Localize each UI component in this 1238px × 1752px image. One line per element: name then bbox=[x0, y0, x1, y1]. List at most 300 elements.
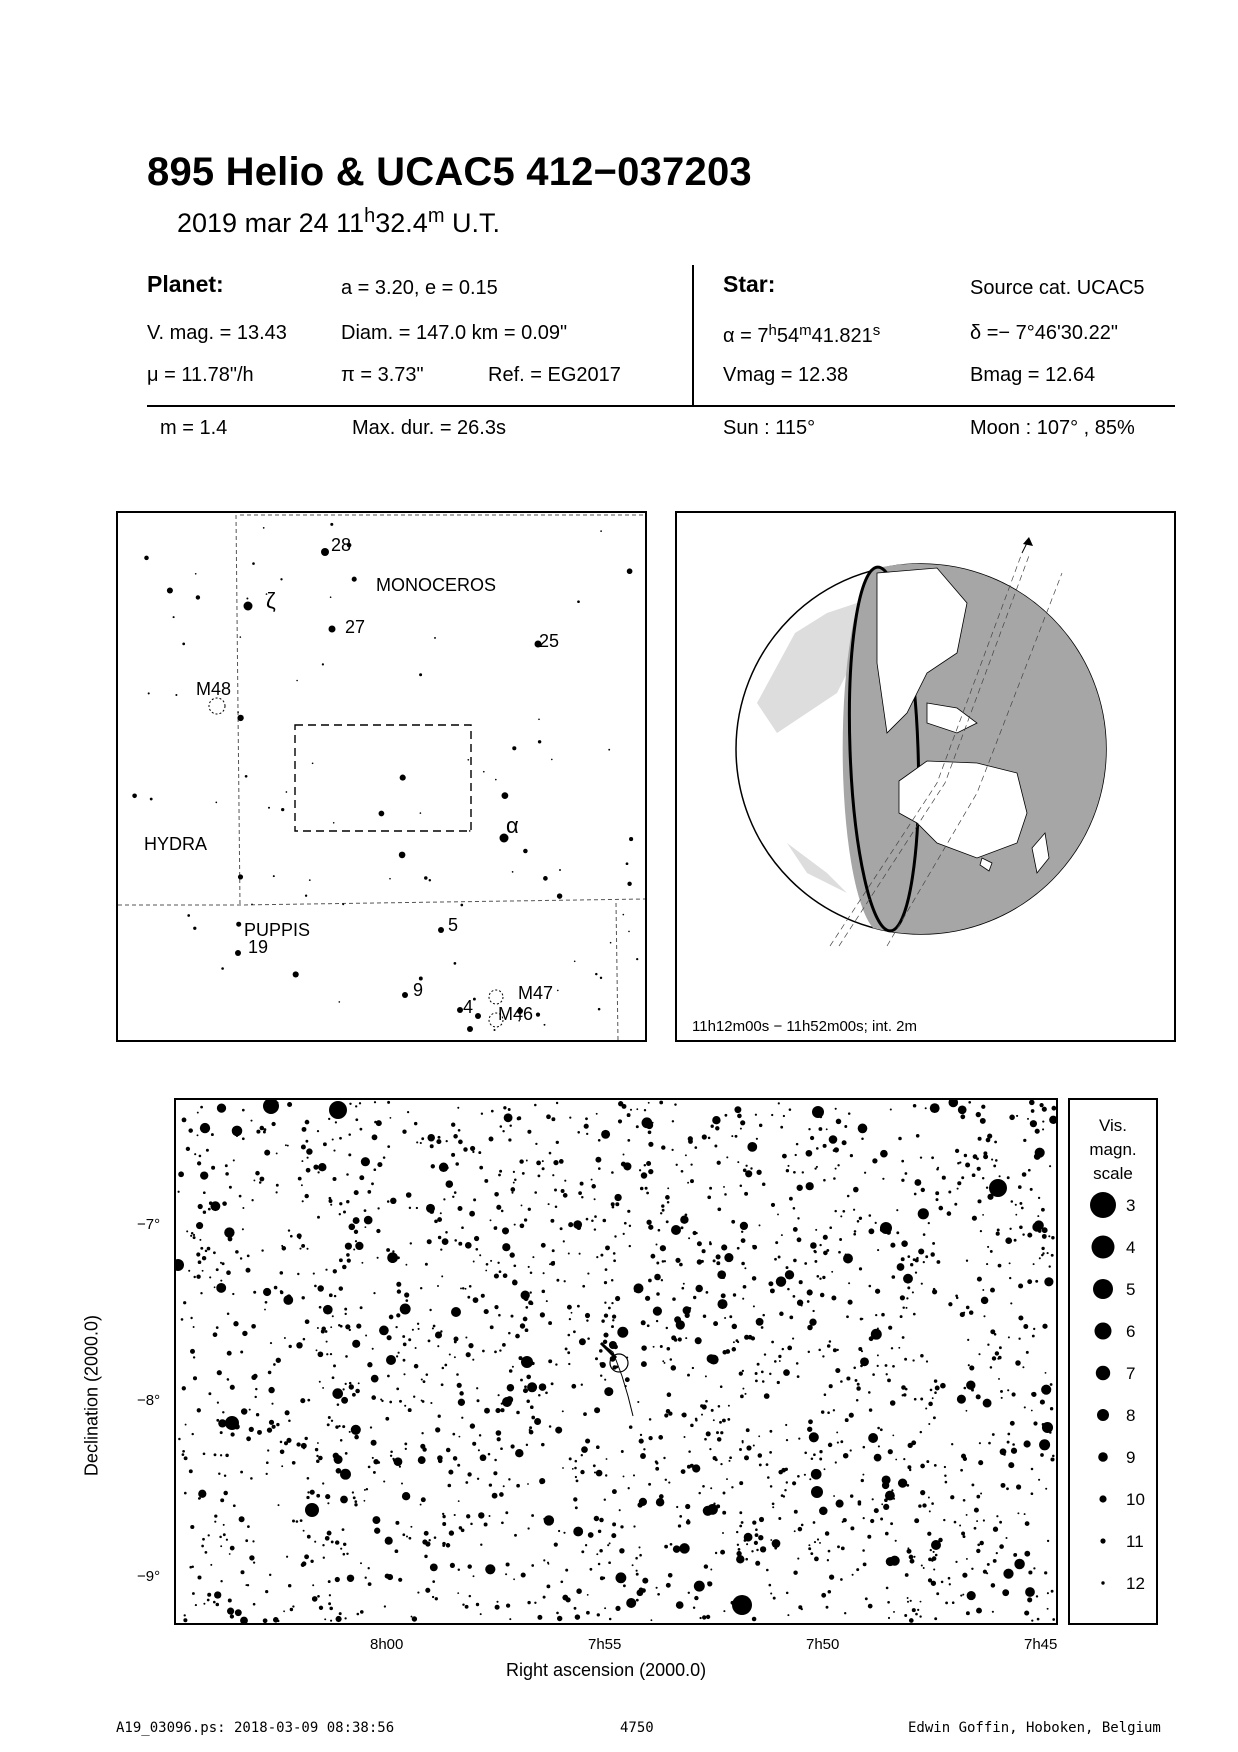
scale-dot-mag-12 bbox=[1101, 1581, 1104, 1584]
detail-star bbox=[707, 1581, 712, 1586]
detail-star bbox=[715, 1126, 719, 1130]
planet-vmag: V. mag. = 13.43 bbox=[147, 322, 287, 344]
detail-star bbox=[499, 1492, 504, 1497]
detail-star bbox=[224, 1227, 234, 1237]
detail-star bbox=[469, 1285, 472, 1288]
detail-star bbox=[992, 1356, 996, 1360]
detail-star bbox=[1005, 1237, 1012, 1244]
detail-star bbox=[668, 1482, 670, 1484]
detail-star bbox=[907, 1547, 909, 1549]
detail-star bbox=[543, 1596, 546, 1599]
finder-star bbox=[144, 556, 149, 561]
detail-star bbox=[744, 1192, 748, 1196]
detail-star bbox=[494, 1192, 499, 1197]
detail-star bbox=[213, 1601, 216, 1604]
detail-star bbox=[828, 1550, 831, 1553]
detail-star bbox=[993, 1527, 998, 1532]
scale-label-mag-3: 3 bbox=[1126, 1196, 1136, 1215]
detail-star bbox=[717, 1437, 722, 1442]
detail-star bbox=[880, 1428, 883, 1431]
detail-star bbox=[341, 1397, 348, 1404]
detail-star bbox=[183, 1619, 185, 1621]
detail-star bbox=[613, 1252, 616, 1255]
detail-star bbox=[824, 1468, 826, 1470]
detail-star bbox=[604, 1302, 606, 1304]
detail-star bbox=[708, 1137, 711, 1140]
detail-star bbox=[770, 1288, 775, 1293]
detail-star bbox=[178, 1438, 181, 1441]
detail-star bbox=[240, 1471, 243, 1474]
detail-star bbox=[335, 1425, 338, 1428]
detail-star bbox=[880, 1518, 883, 1521]
detail-star bbox=[747, 1600, 749, 1602]
detail-star bbox=[322, 1482, 324, 1484]
detail-star bbox=[875, 1222, 877, 1224]
detail-star bbox=[322, 1387, 324, 1389]
detail-star bbox=[671, 1225, 681, 1235]
detail-star bbox=[912, 1608, 916, 1612]
detail-star bbox=[793, 1295, 796, 1298]
detail-star bbox=[829, 1574, 834, 1579]
detail-star bbox=[479, 1166, 483, 1170]
detail-star bbox=[752, 1520, 756, 1524]
detail-star bbox=[263, 1100, 279, 1114]
detail-star bbox=[724, 1253, 733, 1262]
detail-star bbox=[489, 1483, 492, 1486]
detail-star bbox=[478, 1449, 480, 1451]
detail-star bbox=[546, 1114, 551, 1119]
detail-star bbox=[1019, 1202, 1022, 1205]
detail-star bbox=[716, 1261, 720, 1265]
detail-star bbox=[639, 1554, 642, 1557]
detail-star bbox=[340, 1439, 343, 1442]
detail-star bbox=[744, 1335, 749, 1340]
detail-star bbox=[885, 1364, 888, 1367]
detail-star bbox=[850, 1449, 852, 1451]
detail-star bbox=[313, 1164, 318, 1169]
detail-star bbox=[228, 1599, 232, 1603]
detail-star bbox=[980, 1493, 982, 1495]
detail-star bbox=[462, 1603, 464, 1605]
detail-star bbox=[834, 1210, 836, 1212]
detail-star bbox=[527, 1601, 530, 1604]
detail-star bbox=[353, 1496, 356, 1499]
footer-file: A19_03096.ps: 2018-03-09 08:38:56 bbox=[116, 1720, 395, 1736]
detail-star bbox=[386, 1248, 390, 1252]
detail-star bbox=[787, 1614, 789, 1616]
detail-star bbox=[307, 1157, 309, 1159]
detail-star bbox=[452, 1433, 455, 1436]
detail-star bbox=[958, 1105, 967, 1114]
detail-star bbox=[276, 1152, 278, 1154]
finder-star bbox=[475, 1013, 481, 1019]
detail-star bbox=[612, 1522, 616, 1526]
detail-star bbox=[210, 1201, 220, 1211]
detail-star bbox=[797, 1237, 802, 1242]
detail-star bbox=[872, 1158, 877, 1163]
detail-star bbox=[457, 1592, 459, 1594]
detail-star bbox=[374, 1121, 377, 1124]
detail-star bbox=[184, 1614, 186, 1616]
detail-star bbox=[611, 1325, 614, 1328]
detail-star bbox=[928, 1497, 930, 1499]
detail-star bbox=[701, 1414, 703, 1416]
detail-star bbox=[450, 1563, 455, 1568]
detail-star bbox=[253, 1603, 256, 1606]
detail-star bbox=[474, 1236, 479, 1241]
detail-star bbox=[251, 1324, 256, 1329]
detail-star bbox=[720, 1431, 723, 1434]
detail-star bbox=[596, 1445, 600, 1449]
detail-star bbox=[608, 1561, 611, 1564]
detail-star bbox=[816, 1275, 819, 1278]
detail-star bbox=[961, 1532, 965, 1536]
detail-star bbox=[685, 1337, 687, 1339]
detail-star bbox=[1036, 1595, 1038, 1597]
detail-star bbox=[597, 1613, 600, 1616]
detail-star bbox=[440, 1212, 442, 1214]
detail-star bbox=[426, 1373, 429, 1376]
detail-star bbox=[581, 1196, 583, 1198]
detail-star bbox=[609, 1542, 611, 1544]
detail-star bbox=[859, 1217, 862, 1220]
detail-star bbox=[512, 1280, 517, 1285]
detail-star bbox=[636, 1108, 638, 1110]
y-axis-label: Declination (2000.0) bbox=[81, 1314, 102, 1477]
detail-star bbox=[598, 1530, 601, 1533]
detail-star bbox=[954, 1521, 957, 1524]
detail-star bbox=[672, 1297, 676, 1301]
detail-star bbox=[856, 1568, 859, 1571]
detail-star bbox=[222, 1411, 224, 1413]
detail-star bbox=[815, 1110, 818, 1113]
detail-star bbox=[1037, 1618, 1040, 1621]
detail-star bbox=[843, 1453, 849, 1459]
detail-star bbox=[717, 1161, 721, 1165]
detail-star bbox=[622, 1104, 627, 1109]
detail-star bbox=[808, 1547, 811, 1550]
detail-star bbox=[761, 1371, 764, 1374]
detail-star bbox=[1016, 1484, 1021, 1489]
detail-star bbox=[546, 1300, 548, 1302]
detail-star bbox=[594, 1407, 600, 1413]
detail-star bbox=[526, 1375, 531, 1380]
detail-star bbox=[1011, 1448, 1017, 1454]
detail-star bbox=[641, 1588, 646, 1593]
detail-star bbox=[636, 1573, 639, 1576]
detail-star bbox=[235, 1609, 242, 1616]
detail-star bbox=[633, 1474, 635, 1476]
detail-star bbox=[329, 1101, 347, 1119]
detail-star bbox=[914, 1398, 917, 1401]
detail-star bbox=[1042, 1107, 1047, 1112]
detail-star bbox=[694, 1581, 705, 1592]
finder-star bbox=[543, 876, 548, 881]
detail-star bbox=[605, 1245, 610, 1250]
detail-star bbox=[241, 1408, 248, 1415]
detail-star bbox=[585, 1313, 590, 1318]
detail-star bbox=[715, 1552, 717, 1554]
finder-star bbox=[235, 950, 241, 956]
finder-star bbox=[627, 882, 631, 886]
detail-star bbox=[976, 1520, 978, 1522]
detail-star bbox=[322, 1544, 324, 1546]
detail-star bbox=[538, 1175, 541, 1178]
detail-star bbox=[792, 1338, 794, 1340]
detail-star bbox=[302, 1444, 305, 1447]
detail-star bbox=[943, 1519, 945, 1521]
detail-star bbox=[349, 1382, 352, 1385]
detail-star bbox=[376, 1229, 380, 1233]
detail-star bbox=[875, 1289, 880, 1294]
detail-star bbox=[793, 1570, 797, 1574]
detail-star bbox=[781, 1494, 784, 1497]
detail-star bbox=[695, 1337, 702, 1344]
detail-star bbox=[372, 1134, 378, 1140]
detail-star bbox=[542, 1167, 545, 1170]
detail-star bbox=[739, 1371, 743, 1375]
detail-star bbox=[329, 1594, 331, 1596]
finder-star bbox=[600, 977, 602, 979]
detail-star bbox=[343, 1543, 346, 1546]
detail-star bbox=[819, 1116, 822, 1119]
detail-star bbox=[854, 1230, 857, 1233]
star-label-4: 4 bbox=[463, 997, 474, 1017]
detail-star bbox=[444, 1364, 447, 1367]
detail-star bbox=[996, 1232, 1000, 1236]
finder-star bbox=[595, 973, 597, 975]
detail-star bbox=[1032, 1393, 1034, 1395]
detail-star bbox=[442, 1238, 449, 1245]
detail-star bbox=[718, 1405, 721, 1408]
detail-star bbox=[461, 1417, 463, 1419]
detail-star bbox=[223, 1524, 225, 1526]
detail-star bbox=[438, 1236, 441, 1239]
detail-star bbox=[386, 1355, 396, 1365]
detail-star bbox=[387, 1574, 393, 1580]
detail-star bbox=[361, 1157, 370, 1166]
detail-star bbox=[383, 1156, 386, 1159]
detail-star bbox=[466, 1352, 471, 1357]
detail-star bbox=[1014, 1559, 1025, 1570]
detail-star bbox=[591, 1179, 593, 1181]
detail-star bbox=[501, 1402, 503, 1404]
detail-star bbox=[560, 1227, 563, 1230]
scale-svg bbox=[1070, 1190, 1156, 1610]
detail-star bbox=[725, 1114, 728, 1117]
detail-star bbox=[667, 1187, 669, 1189]
detail-star bbox=[721, 1244, 727, 1250]
detail-star bbox=[192, 1433, 194, 1435]
detail-star bbox=[687, 1182, 689, 1184]
detail-star bbox=[467, 1296, 470, 1299]
detail-star bbox=[793, 1171, 796, 1174]
detail-star bbox=[986, 1263, 988, 1265]
detail-star bbox=[614, 1235, 616, 1237]
detail-star bbox=[582, 1285, 585, 1288]
detail-star bbox=[704, 1564, 708, 1568]
detail-star bbox=[463, 1147, 467, 1151]
detail-star bbox=[359, 1175, 364, 1180]
finder-star bbox=[429, 879, 431, 881]
detail-star bbox=[537, 1615, 542, 1620]
detail-star bbox=[829, 1226, 832, 1229]
detail-star bbox=[482, 1350, 485, 1353]
detail-star bbox=[218, 1472, 220, 1474]
detail-star bbox=[429, 1539, 431, 1541]
detail-star bbox=[354, 1435, 359, 1440]
detail-star bbox=[421, 1432, 423, 1434]
detail-star bbox=[687, 1374, 690, 1377]
detail-star bbox=[782, 1154, 787, 1159]
detail-star bbox=[267, 1427, 272, 1432]
detail-star bbox=[601, 1319, 604, 1322]
detail-star bbox=[815, 1229, 817, 1231]
detail-star bbox=[827, 1411, 830, 1414]
detail-star bbox=[814, 1541, 816, 1543]
detail-star bbox=[702, 1615, 706, 1619]
scale-title: magn. bbox=[1089, 1140, 1137, 1159]
detail-star bbox=[733, 1341, 735, 1343]
detail-star bbox=[528, 1266, 530, 1268]
detail-star bbox=[476, 1387, 478, 1389]
detail-star bbox=[372, 1457, 374, 1459]
detail-star bbox=[891, 1347, 893, 1349]
detail-star bbox=[1024, 1513, 1026, 1515]
detail-star bbox=[901, 1385, 906, 1390]
detail-star bbox=[344, 1617, 346, 1619]
y-tick-label: −8° bbox=[137, 1392, 161, 1409]
detail-star bbox=[527, 1483, 529, 1485]
detail-star bbox=[349, 1103, 351, 1105]
detail-star bbox=[502, 1130, 504, 1132]
detail-star bbox=[712, 1116, 720, 1124]
detail-star bbox=[711, 1125, 714, 1128]
detail-star bbox=[490, 1219, 492, 1221]
finder-star bbox=[221, 967, 224, 970]
detail-star bbox=[299, 1248, 301, 1250]
detail-star bbox=[707, 1195, 711, 1199]
planet-reference: Ref. = EG2017 bbox=[488, 364, 621, 386]
detail-star bbox=[239, 1195, 242, 1198]
detail-star bbox=[915, 1272, 917, 1274]
detail-star bbox=[1027, 1597, 1032, 1602]
detail-star bbox=[354, 1500, 357, 1503]
detail-star bbox=[1007, 1176, 1010, 1179]
detail-star bbox=[863, 1517, 865, 1519]
detail-star bbox=[629, 1245, 631, 1247]
detail-star bbox=[598, 1139, 601, 1142]
detail-star bbox=[612, 1489, 617, 1494]
detail-star bbox=[301, 1296, 304, 1299]
detail-star bbox=[467, 1564, 471, 1568]
detail-star bbox=[240, 1351, 243, 1354]
detail-star bbox=[470, 1146, 475, 1151]
detail-star bbox=[218, 1419, 226, 1427]
detail-star bbox=[190, 1317, 192, 1319]
detail-star bbox=[1048, 1235, 1050, 1237]
detail-star bbox=[798, 1438, 800, 1440]
detail-star bbox=[230, 1614, 234, 1618]
detail-star bbox=[595, 1357, 598, 1360]
detail-star bbox=[624, 1222, 627, 1225]
detail-star bbox=[901, 1257, 905, 1261]
detail-star bbox=[520, 1323, 525, 1328]
detail-star bbox=[323, 1557, 325, 1559]
detail-star bbox=[991, 1583, 996, 1588]
detail-star bbox=[829, 1384, 833, 1388]
detail-star bbox=[217, 1402, 219, 1404]
detail-star bbox=[853, 1187, 859, 1193]
detail-star bbox=[740, 1128, 742, 1130]
detail-star bbox=[775, 1241, 778, 1244]
detail-star bbox=[340, 1469, 351, 1480]
detail-star bbox=[835, 1108, 837, 1110]
detail-star bbox=[702, 1485, 705, 1488]
detail-star bbox=[667, 1392, 672, 1397]
detail-star bbox=[396, 1388, 399, 1391]
detail-star bbox=[594, 1471, 596, 1473]
detail-star bbox=[573, 1497, 577, 1501]
detail-star bbox=[421, 1400, 423, 1402]
detail-star bbox=[214, 1286, 216, 1288]
detail-star bbox=[950, 1495, 954, 1499]
detail-star bbox=[694, 1146, 697, 1149]
detail-star bbox=[301, 1184, 303, 1186]
detail-star bbox=[559, 1159, 564, 1164]
detail-star bbox=[333, 1150, 335, 1152]
detail-star bbox=[477, 1399, 480, 1402]
detail-star bbox=[831, 1296, 836, 1301]
detail-star bbox=[599, 1518, 604, 1523]
detail-star bbox=[952, 1601, 955, 1604]
detail-star bbox=[372, 1348, 374, 1350]
detail-star bbox=[535, 1143, 537, 1145]
detail-star bbox=[835, 1168, 837, 1170]
detail-star bbox=[762, 1183, 766, 1187]
detail-star bbox=[844, 1612, 846, 1614]
detail-star bbox=[1015, 1214, 1017, 1216]
detail-star bbox=[740, 1395, 744, 1399]
detail-star bbox=[615, 1572, 626, 1583]
detail-star bbox=[445, 1231, 448, 1234]
detail-star bbox=[845, 1418, 849, 1422]
detail-star bbox=[814, 1251, 817, 1254]
detail-star bbox=[284, 1441, 288, 1445]
detail-star bbox=[806, 1150, 813, 1157]
detail-star bbox=[605, 1268, 608, 1271]
table-rule bbox=[147, 405, 1175, 407]
detail-star bbox=[773, 1597, 776, 1600]
detail-star bbox=[938, 1538, 942, 1542]
detail-star bbox=[660, 1245, 666, 1251]
finder-star bbox=[268, 807, 270, 809]
detail-star bbox=[571, 1384, 576, 1389]
detail-star bbox=[193, 1234, 195, 1236]
detail-star bbox=[796, 1143, 799, 1146]
detail-star bbox=[656, 1244, 658, 1246]
detail-star bbox=[625, 1377, 630, 1382]
detail-star bbox=[925, 1107, 927, 1109]
detail-star bbox=[732, 1595, 752, 1615]
detail-star bbox=[861, 1350, 863, 1352]
detail-star bbox=[1033, 1567, 1035, 1569]
detail-star bbox=[810, 1136, 814, 1140]
detail-star bbox=[772, 1539, 781, 1548]
detail-star bbox=[900, 1315, 903, 1318]
detail-star bbox=[500, 1125, 503, 1128]
detail-star bbox=[955, 1561, 957, 1563]
